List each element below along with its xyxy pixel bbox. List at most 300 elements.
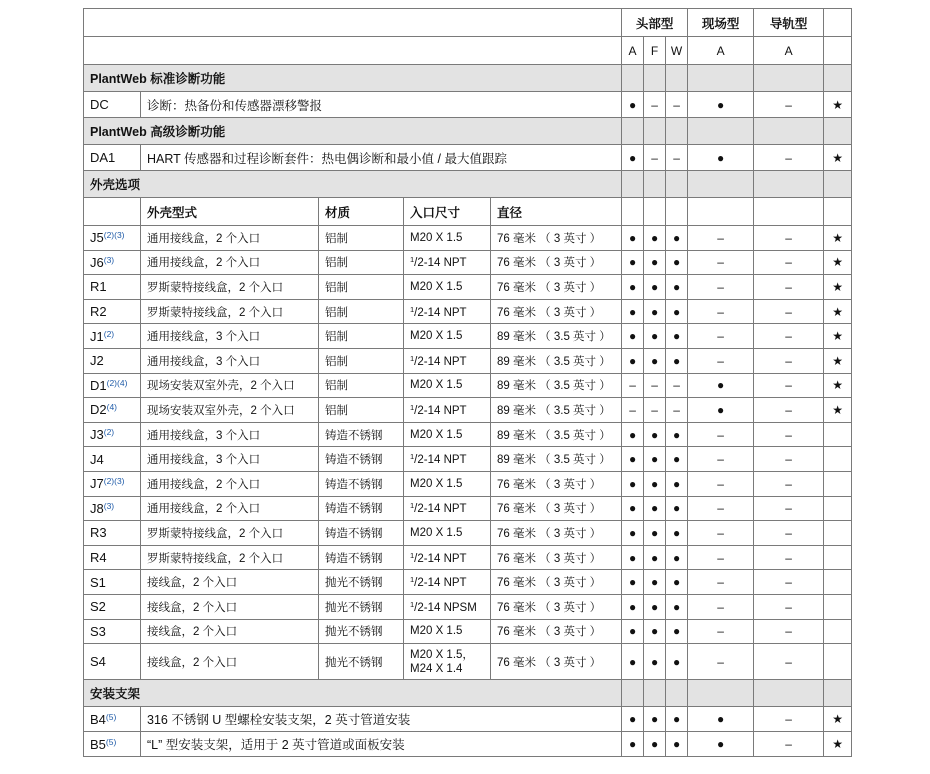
empty-cell bbox=[824, 680, 852, 707]
mark-f: – bbox=[644, 398, 666, 423]
mark-a: ● bbox=[622, 496, 644, 521]
housing-style: 罗斯蒙特接线盒，2 个入口 bbox=[141, 521, 319, 546]
mark-a: ● bbox=[622, 644, 644, 680]
fraction-numerator: 1 bbox=[410, 501, 415, 511]
housing-material: 铸造不锈钢 bbox=[319, 422, 404, 447]
entry-size-text: /2-14 NPT bbox=[414, 355, 467, 368]
group-field: 现场型 bbox=[688, 9, 754, 37]
entry-size-text: M20 X 1.5 bbox=[410, 330, 463, 343]
mark-f: ● bbox=[644, 324, 666, 349]
footnote-ref: (2) bbox=[103, 427, 115, 438]
housing-material: 铝制 bbox=[319, 373, 404, 398]
mark-a: ● bbox=[622, 145, 644, 171]
mark-field: ● bbox=[688, 92, 754, 118]
housing-material: 抛光不锈钢 bbox=[319, 644, 404, 680]
mark-a: ● bbox=[622, 226, 644, 251]
mount-desc: “L” 型安装支架，适用于 2 英寸管道或面板安装 bbox=[141, 732, 622, 757]
star-icon: ★ bbox=[824, 707, 852, 732]
housing-entry bbox=[404, 594, 491, 619]
star-icon bbox=[824, 521, 852, 546]
mark-w: ● bbox=[666, 545, 688, 570]
housing-row bbox=[84, 422, 852, 447]
mark-rail: – bbox=[754, 545, 824, 570]
footnote-ref: (2) bbox=[103, 328, 115, 339]
section-plantweb-standard bbox=[84, 65, 852, 92]
entry-size-text: M20 X 1.5 bbox=[410, 625, 463, 638]
entry-line-1: M20 X 1.5， bbox=[410, 648, 474, 661]
option-code-text: D1 bbox=[90, 377, 107, 393]
fraction-numerator: 1 bbox=[410, 599, 415, 609]
housing-diameter: 76 毫米 （ 3 英寸 ） bbox=[491, 226, 622, 251]
fraction-numerator: 1 bbox=[410, 255, 415, 265]
housing-material: 铸造不锈钢 bbox=[319, 545, 404, 570]
mark-a: ● bbox=[622, 732, 644, 757]
option-code bbox=[84, 732, 141, 757]
footnote-ref: (2)(4) bbox=[106, 377, 128, 388]
option-code bbox=[84, 422, 141, 447]
diag-row-da1 bbox=[84, 145, 852, 171]
mark-f: ● bbox=[644, 619, 666, 644]
option-code bbox=[84, 348, 141, 373]
housing-diameter: 89 毫米 （ 3.5 英寸 ） bbox=[491, 324, 622, 349]
fraction-numerator: 1 bbox=[410, 575, 415, 585]
mark-field: ● bbox=[688, 398, 754, 423]
mark-a: ● bbox=[622, 521, 644, 546]
section-title: PlantWeb 高级诊断功能 bbox=[84, 118, 622, 145]
housing-column-headers bbox=[84, 198, 852, 226]
housing-material: 铝制 bbox=[319, 275, 404, 300]
option-code bbox=[84, 619, 141, 644]
mark-f: ● bbox=[644, 496, 666, 521]
mark-a: ● bbox=[622, 250, 644, 275]
housing-row bbox=[84, 324, 852, 349]
star-icon: ★ bbox=[824, 226, 852, 251]
option-code-text: B4 bbox=[90, 711, 106, 727]
housing-row bbox=[84, 348, 852, 373]
housing-row bbox=[84, 471, 852, 496]
mark-w: ● bbox=[666, 594, 688, 619]
sub-field-a: A bbox=[688, 37, 754, 65]
mark-w: ● bbox=[666, 275, 688, 300]
option-code: DA1 bbox=[84, 145, 141, 171]
star-icon: ★ bbox=[824, 398, 852, 423]
mark-f: ● bbox=[644, 275, 666, 300]
mark-a: ● bbox=[622, 619, 644, 644]
mark-rail: – bbox=[754, 732, 824, 757]
mark-field: – bbox=[688, 521, 754, 546]
housing-row bbox=[84, 594, 852, 619]
mark-w: – bbox=[666, 92, 688, 118]
option-code-text: R1 bbox=[90, 279, 107, 295]
entry-size-text: /2-14 NPT bbox=[414, 306, 467, 319]
housing-entry bbox=[404, 275, 491, 300]
mark-field: – bbox=[688, 570, 754, 595]
mark-a: ● bbox=[622, 92, 644, 118]
mark-f: ● bbox=[644, 644, 666, 680]
housing-style: 通用接线盒，2 个入口 bbox=[141, 496, 319, 521]
option-code-text: D2 bbox=[90, 402, 107, 418]
mark-field: ● bbox=[688, 732, 754, 757]
mark-w: – bbox=[666, 373, 688, 398]
housing-diameter: 76 毫米 （ 3 英寸 ） bbox=[491, 570, 622, 595]
mount-desc: 316 不锈钢 U 型螺栓安装支架，2 英寸管道安装 bbox=[141, 707, 622, 732]
star-icon bbox=[824, 471, 852, 496]
entry-size-text: M20 X 1.5 bbox=[410, 428, 463, 441]
header-row-sub bbox=[84, 37, 852, 65]
star-icon bbox=[824, 594, 852, 619]
housing-style: 接线盒，2 个入口 bbox=[141, 570, 319, 595]
housing-entry bbox=[404, 619, 491, 644]
housing-material: 铸造不锈钢 bbox=[319, 447, 404, 472]
mark-a: ● bbox=[622, 324, 644, 349]
housing-row bbox=[84, 299, 852, 324]
mark-f: – bbox=[644, 145, 666, 171]
housing-entry bbox=[404, 644, 491, 680]
housing-entry bbox=[404, 250, 491, 275]
option-code bbox=[84, 707, 141, 732]
housing-style: 通用接线盒，3 个入口 bbox=[141, 447, 319, 472]
mark-rail: – bbox=[754, 92, 824, 118]
star-icon bbox=[824, 570, 852, 595]
option-code-text: J8 bbox=[90, 500, 104, 516]
mark-f: – bbox=[644, 373, 666, 398]
option-code bbox=[84, 545, 141, 570]
option-code-text: S2 bbox=[90, 599, 106, 615]
mark-f: ● bbox=[644, 594, 666, 619]
housing-style: 接线盒，2 个入口 bbox=[141, 594, 319, 619]
housing-diameter: 76 毫米 （ 3 英寸 ） bbox=[491, 250, 622, 275]
mark-field: – bbox=[688, 275, 754, 300]
housing-material: 铝制 bbox=[319, 398, 404, 423]
option-desc: HART 传感器和过程诊断套件：热电偶诊断和最小值 / 最大值跟踪 bbox=[141, 145, 622, 171]
col-style: 外壳型式 bbox=[141, 198, 319, 226]
sub-a: A bbox=[622, 37, 644, 65]
mark-w: ● bbox=[666, 447, 688, 472]
sub-f: F bbox=[644, 37, 666, 65]
housing-entry bbox=[404, 373, 491, 398]
option-code bbox=[84, 299, 141, 324]
housing-material: 铝制 bbox=[319, 348, 404, 373]
section-housing bbox=[84, 171, 852, 198]
star-icon bbox=[824, 447, 852, 472]
mark-a: ● bbox=[622, 447, 644, 472]
empty-cell bbox=[688, 680, 754, 707]
mark-f: ● bbox=[644, 348, 666, 373]
housing-style: 通用接线盒，2 个入口 bbox=[141, 250, 319, 275]
mark-field: ● bbox=[688, 145, 754, 171]
star-icon: ★ bbox=[824, 732, 852, 757]
option-code bbox=[84, 398, 141, 423]
star-cell-empty bbox=[824, 644, 852, 680]
option-code-text: J6 bbox=[90, 254, 104, 270]
housing-material: 抛光不锈钢 bbox=[319, 570, 404, 595]
fraction-numerator: 1 bbox=[410, 452, 415, 462]
mark-rail: – bbox=[754, 299, 824, 324]
mark-a: ● bbox=[622, 545, 644, 570]
housing-diameter: 76 毫米 （ 3 英寸 ） bbox=[491, 471, 622, 496]
footnote-ref: (5) bbox=[105, 736, 117, 747]
housing-row bbox=[84, 275, 852, 300]
mark-rail: – bbox=[754, 348, 824, 373]
star-icon: ★ bbox=[824, 275, 852, 300]
mark-f: ● bbox=[644, 250, 666, 275]
housing-material: 铸造不锈钢 bbox=[319, 471, 404, 496]
housing-row bbox=[84, 545, 852, 570]
option-code-text: R4 bbox=[90, 550, 107, 566]
mark-field: – bbox=[688, 422, 754, 447]
housing-row-s4 bbox=[84, 644, 852, 680]
housing-entry bbox=[404, 447, 491, 472]
footnote-ref: (5) bbox=[105, 711, 117, 722]
housing-material: 铝制 bbox=[319, 324, 404, 349]
option-code-text: S1 bbox=[90, 574, 106, 590]
group-head: 头部型 bbox=[622, 9, 688, 37]
entry-size-text: M20 X 1.5 bbox=[410, 231, 463, 244]
housing-entry bbox=[404, 471, 491, 496]
option-code bbox=[84, 324, 141, 349]
mark-rail: – bbox=[754, 324, 824, 349]
option-code: DC bbox=[84, 92, 141, 118]
mark-rail: – bbox=[754, 275, 824, 300]
option-code bbox=[84, 447, 141, 472]
mark-w: ● bbox=[666, 496, 688, 521]
mark-field: ● bbox=[688, 373, 754, 398]
housing-entry bbox=[404, 545, 491, 570]
star-icon bbox=[824, 422, 852, 447]
mark-rail: – bbox=[754, 521, 824, 546]
mark-a: ● bbox=[622, 707, 644, 732]
housing-style: 通用接线盒，3 个入口 bbox=[141, 422, 319, 447]
mark-rail: – bbox=[754, 619, 824, 644]
housing-entry bbox=[404, 570, 491, 595]
housing-diameter: 89 毫米 （ 3.5 英寸 ） bbox=[491, 348, 622, 373]
section-title: 外壳选项 bbox=[84, 171, 622, 198]
entry-size-text: /2-14 NPT bbox=[414, 404, 467, 417]
mark-f: – bbox=[644, 92, 666, 118]
mark-rail: – bbox=[754, 398, 824, 423]
header-row-groups bbox=[84, 9, 852, 37]
mark-rail: – bbox=[754, 570, 824, 595]
mark-rail: – bbox=[754, 707, 824, 732]
mount-row bbox=[84, 707, 852, 732]
col-entry: 入口尺寸 bbox=[404, 198, 491, 226]
mark-field: – bbox=[688, 250, 754, 275]
col-diameter: 直径 bbox=[491, 198, 622, 226]
fraction-numerator: 1 bbox=[410, 402, 415, 412]
housing-material: 铸造不锈钢 bbox=[319, 521, 404, 546]
mark-w: ● bbox=[666, 348, 688, 373]
mark-w: ● bbox=[666, 521, 688, 546]
mark-rail: – bbox=[754, 422, 824, 447]
option-code-text: J5 bbox=[90, 230, 104, 246]
mark-a: ● bbox=[622, 471, 644, 496]
housing-material: 抛光不锈钢 bbox=[319, 619, 404, 644]
star-icon: ★ bbox=[824, 348, 852, 373]
mark-field: – bbox=[688, 447, 754, 472]
mark-w: ● bbox=[666, 732, 688, 757]
fraction-numerator: 1 bbox=[410, 353, 415, 363]
mark-f: ● bbox=[644, 545, 666, 570]
group-rail: 导轨型 bbox=[754, 9, 824, 37]
mark-w: – bbox=[666, 398, 688, 423]
footnote-ref: (2)(3) bbox=[103, 476, 125, 487]
mark-f: ● bbox=[644, 422, 666, 447]
housing-style: 接线盒，2 个入口 bbox=[141, 619, 319, 644]
section-plantweb-advanced bbox=[84, 118, 852, 145]
entry-size-text: M20 X 1.5 bbox=[410, 526, 463, 539]
options-table bbox=[83, 8, 852, 757]
housing-entry bbox=[404, 299, 491, 324]
diag-row-dc bbox=[84, 92, 852, 118]
housing-diameter: 76 毫米 （ 3 英寸 ） bbox=[491, 619, 622, 644]
empty-cell bbox=[754, 680, 824, 707]
housing-row bbox=[84, 447, 852, 472]
entry-size-text: /2-14 NPT bbox=[414, 577, 467, 590]
option-code-text: B5 bbox=[90, 736, 106, 752]
option-code bbox=[84, 275, 141, 300]
empty-cell bbox=[622, 680, 644, 707]
mark-field: – bbox=[688, 496, 754, 521]
mark-a: ● bbox=[622, 594, 644, 619]
option-desc: 诊断：热备份和传感器漂移警报 bbox=[141, 92, 622, 118]
mark-field: – bbox=[688, 324, 754, 349]
section-mounting bbox=[84, 680, 852, 707]
option-code bbox=[84, 471, 141, 496]
mount-row bbox=[84, 732, 852, 757]
housing-diameter: 89 毫米 （ 3.5 英寸 ） bbox=[491, 447, 622, 472]
mark-a: ● bbox=[622, 570, 644, 595]
housing-material: 铸造不锈钢 bbox=[319, 496, 404, 521]
mark-f: ● bbox=[644, 570, 666, 595]
mark-field: – bbox=[688, 644, 754, 680]
option-code-text: J7 bbox=[90, 476, 104, 492]
mark-f: ● bbox=[644, 471, 666, 496]
star-icon bbox=[824, 496, 852, 521]
housing-entry bbox=[404, 496, 491, 521]
option-code-text: R3 bbox=[90, 525, 107, 541]
mark-w: ● bbox=[666, 570, 688, 595]
mark-w: ● bbox=[666, 226, 688, 251]
housing-diameter: 76 毫米 （ 3 英寸 ） bbox=[491, 521, 622, 546]
mark-rail: – bbox=[754, 145, 824, 171]
housing-material: 铝制 bbox=[319, 226, 404, 251]
mark-f: ● bbox=[644, 732, 666, 757]
footnote-ref: (3) bbox=[103, 254, 115, 265]
housing-style: 通用接线盒，3 个入口 bbox=[141, 324, 319, 349]
mark-rail: – bbox=[754, 644, 824, 680]
housing-material: 铝制 bbox=[319, 250, 404, 275]
mark-field: – bbox=[688, 545, 754, 570]
housing-row bbox=[84, 521, 852, 546]
option-code-text: R2 bbox=[90, 304, 107, 320]
housing-entry bbox=[404, 348, 491, 373]
footnote-ref: (4) bbox=[106, 402, 118, 413]
mark-a: ● bbox=[622, 348, 644, 373]
star-icon: ★ bbox=[824, 324, 852, 349]
option-code bbox=[84, 250, 141, 275]
housing-row bbox=[84, 570, 852, 595]
housing-entry bbox=[404, 521, 491, 546]
mark-field: ● bbox=[688, 707, 754, 732]
sub-rail-a: A bbox=[754, 37, 824, 65]
mark-a: ● bbox=[622, 275, 644, 300]
mark-rail: – bbox=[754, 373, 824, 398]
option-code-text: J1 bbox=[90, 328, 104, 344]
mark-w: ● bbox=[666, 707, 688, 732]
mark-rail: – bbox=[754, 496, 824, 521]
star-icon: ★ bbox=[824, 373, 852, 398]
housing-style: 罗斯蒙特接线盒，2 个入口 bbox=[141, 545, 319, 570]
footnote-ref: (3) bbox=[103, 500, 115, 511]
star-icon: ★ bbox=[824, 145, 852, 171]
mark-field: – bbox=[688, 471, 754, 496]
housing-style: 罗斯蒙特接线盒，2 个入口 bbox=[141, 275, 319, 300]
mark-f: ● bbox=[644, 707, 666, 732]
fraction-numerator: 1 bbox=[410, 304, 415, 314]
option-code: S4 bbox=[84, 644, 141, 680]
mark-field: – bbox=[688, 594, 754, 619]
option-code bbox=[84, 226, 141, 251]
housing-style: 通用接线盒，2 个入口 bbox=[141, 226, 319, 251]
mark-f: ● bbox=[644, 521, 666, 546]
housing-style: 罗斯蒙特接线盒，2 个入口 bbox=[141, 299, 319, 324]
mark-f: ● bbox=[644, 226, 666, 251]
option-code bbox=[84, 496, 141, 521]
housing-style: 现场安装双室外壳，2 个入口 bbox=[141, 373, 319, 398]
housing-entry bbox=[404, 226, 491, 251]
housing-row bbox=[84, 226, 852, 251]
star-icon bbox=[824, 619, 852, 644]
entry-size-text: /2-14 NPSM bbox=[414, 601, 477, 614]
option-code bbox=[84, 521, 141, 546]
mark-rail: – bbox=[754, 447, 824, 472]
star-icon: ★ bbox=[824, 92, 852, 118]
option-code bbox=[84, 594, 141, 619]
mark-field: – bbox=[688, 299, 754, 324]
section-title: 安装支架 bbox=[84, 680, 622, 707]
sub-w: W bbox=[666, 37, 688, 65]
option-code-text: J3 bbox=[90, 427, 104, 443]
entry-size-text: /2-14 NPT bbox=[414, 257, 467, 270]
entry-size-text: /2-14 NPT bbox=[414, 503, 467, 516]
mark-a: ● bbox=[622, 422, 644, 447]
empty-cell bbox=[666, 680, 688, 707]
housing-diameter: 76 毫米 （ 3 英寸 ） bbox=[491, 644, 622, 680]
mark-f: ● bbox=[644, 299, 666, 324]
housing-style: 现场安装双室外壳，2 个入口 bbox=[141, 398, 319, 423]
housing-row bbox=[84, 373, 852, 398]
entry-size-text: M20 X 1.5 bbox=[410, 477, 463, 490]
housing-style: 通用接线盒，2 个入口 bbox=[141, 471, 319, 496]
mark-field: – bbox=[688, 348, 754, 373]
entry-size-text: /2-14 NPT bbox=[414, 552, 467, 565]
mark-field: – bbox=[688, 226, 754, 251]
option-code-text: S3 bbox=[90, 623, 106, 639]
mark-a: ● bbox=[622, 299, 644, 324]
housing-diameter: 76 毫米 （ 3 英寸 ） bbox=[491, 545, 622, 570]
option-code bbox=[84, 373, 141, 398]
star-icon: ★ bbox=[824, 299, 852, 324]
mark-w: ● bbox=[666, 644, 688, 680]
housing-diameter: 76 毫米 （ 3 英寸 ） bbox=[491, 299, 622, 324]
option-code-text: J2 bbox=[90, 353, 104, 369]
option-code-text: J4 bbox=[90, 451, 104, 467]
mark-f: ● bbox=[644, 447, 666, 472]
housing-material: 抛光不锈钢 bbox=[319, 594, 404, 619]
mark-rail: – bbox=[754, 594, 824, 619]
mark-rail: – bbox=[754, 226, 824, 251]
housing-diameter: 89 毫米 （ 3.5 英寸 ） bbox=[491, 422, 622, 447]
